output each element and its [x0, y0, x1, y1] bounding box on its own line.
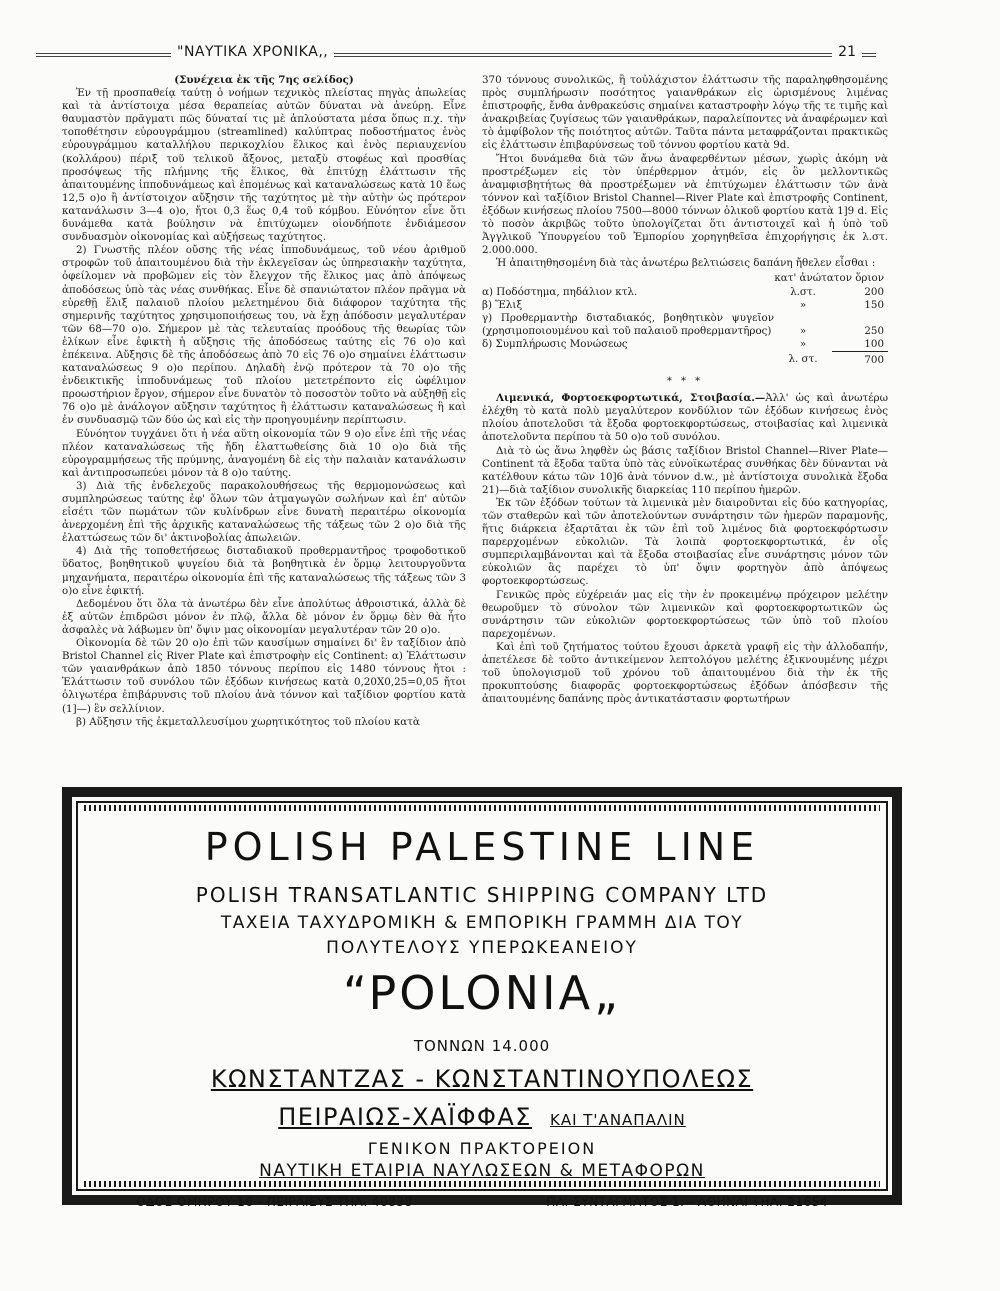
table-row [482, 286, 888, 299]
paragraph: β) Αὔξησιν τῆς ἐκμεταλλευσίμου χωρητικότητος τοῦ πλοίου κατὰ [76, 715, 420, 728]
border-pattern-top [84, 805, 880, 811]
table-row [482, 299, 888, 312]
paragraph: Δεδομένου ὅτι ὅλα τὰ ἀνωτέρω δὲν εἶνε ἀπολύτως ἀθροιστικά, ἀλλὰ δὲ ἐξ αὐτῶν ἐπιδρῶσι μόνον ἐν πλῷ, ἄλλα δὲ μόνον ἐν ὅρμῳ δὲν θὰ ἦτο ἀσφαλὲς νὰ λάβωμεν ὑπ' ὄψιν μας οἰκονομίαν μεγαλυτέραν τῶν 20 ο)ο. [62, 597, 466, 636]
paragraph: 4) Διὰ τῆς τοποθετήσεως δισταδιακοῦ προθερμαντῆρος τροφοδοτικοῦ ὕδατος, βοηθητικοῦ ψυγείου διὰ τὰ βοηθητικὰ ἐν ὅρμῳ λειτουργοῦντα μηχανήματα, περαιτέρω οἰκονομία ἐπὶ τῆς καταναλώσεως τῆς τάξεως τῶν 3 ο)ο εἶνε ἐφικτή. [62, 545, 466, 597]
cost-unit: λ.στ. [790, 285, 816, 298]
section-divider: * * * [666, 376, 704, 388]
cost-label: γ) Προθερμαντὴρ δισταδιακός, βοηθητικὸν ψυγεῖον (χρησιμοποιουμένου καὶ τοῦ παλαιοῦ προθερμαντῆρος) [482, 311, 774, 337]
ad-route-1: ΚΩΝΣΤΑΝΤΖΑΣ - ΚΩΝΣΤΑΝΤΙΝΟΥΠΟΛΕΩΣ [210, 1065, 754, 1093]
cost-value: 150 [864, 298, 884, 311]
header-rule [36, 53, 876, 57]
border-pattern-bottom [84, 1181, 880, 1187]
magazine-title: "ΝΑΥΤΙΚΑ ΧΡΟΝΙΚΑ,, [171, 44, 334, 60]
paragraph: 2) Γνωστῆς πλέον οὔσης τῆς νέας ἱπποδυνάμεως, τοῦ νέου ἀριθμοῦ στροφῶν τοῦ ἀπαιτουμένου διὰ τὴν ἐκλεγεῖσαν ὡς ὑπηρεσιακὴν ταχύτητα, ὀφείλομεν νὰ προβῶμεν εἰς τὸν ἔλεγχον τῆς ἕλικος μας ἀπὸ ἀπόψεως ἀποδόσεως ὑπὸ τὰς νέας συνθήκας. Εἶνε δὲ σπανιώτατον πλέον πρᾶγμα νὰ εὑρεθῇ ἕλιξ παλαιοῦ πλοίου μελετημένου διὰ διάφορον ταχύτητα τῆς σημερινῆς ταχύτητος χρησιμοποιήσεως του, νὰ ἔχῃ ἀπόδοσιν μεγαλυτέραν τῶν 68—70 ο)ο. Σήμερον μὲ τὰς τελευταίας προόδους τῆς θεωρίας τῶν ἑλίκων εἶνε ἐφικτὴ ἡ αὔξησις τῆς ἀποδόσεως ταύτης εἰς 76 ο)ο καὶ ἐπέκεινα. Αὔξησις δὲ τῆς ἀποδόσεως ἀπὸ 70 εἰς 76 ο)ο σημαίνει ἐλάττωσιν καταναλώσεως 9 ο)ο περίπου. Δηλαδὴ ἐνῷ πρότερον τὰ 70 ο)ο τῆς ἐνδεικτικῆς ἱπποδυνάμεως τοῦ πλοίου μετετρέποντο εἰς ὠφέλιμον προωστήριον ἔργον, σήμερον εἶνε δυνατὸν τὸ ποσοστὸν τοῦτο νὰ αὐξηθῇ εἰς 76 ο)ο μὲ ἀνάλογον αὔξησιν ταχύτητος ἢ ἐλάττωσιν καταναλώσεως ἢ καὶ ἐν συνδυασμῷ τῶν δύο ὡς καὶ εἰς τὴν προηγουμένην περίπτωσιν. [62, 244, 466, 427]
section-paragraph [482, 392, 888, 444]
table-header: κατ' ἀνώτατον ὅριον [774, 272, 884, 285]
paragraph: Οἰκονομία δὲ τῶν 20 ο)ο ἐπὶ τῶν καυσίμων σημαίνει δι' ἓν ταξίδιον ἀπὸ Bristol Channel εἰς River Plate καὶ ἐπιστροφὴν εἰς Continent: α) Ἐλάττωσιν τῶν γαιανθράκων ἀπὸ 1850 τόννους περίπου εἰς 1480 τόννους ἤτοι : Ἐλάττωσιν τοῦ συνόλου τῶν ἐξόδων κινήσεως κατὰ 0,20Χ0,25=0,05 ἤτοι ὀλιγωτέρα ἐπιβάρυνσις τοῦ πλοίου ἀνὰ τόννον καὶ ταξίδιον φορτίου κατὰ (1]—) ἓν σελλίνιον. [62, 637, 466, 715]
left-column [62, 74, 466, 729]
ad-agency-name: ΝΑΥΤΙΚΗ ΕΤΑΙΡΙΑ ΝΑΥΛΩΣΕΩΝ & ΜΕΤΑΦΟΡΩΝ [259, 1161, 705, 1181]
page-number: 21 [832, 44, 862, 60]
paragraph: Ἡ ἀπαιτηθησομένη διὰ τὰς ἀνωτέρω βελτιώσεις δαπάνη ἤθελεν εἶσθαι : [496, 257, 876, 270]
paragraph: 370 τόννους συνολικῶς, ἢ τοὐλάχιστον ἐλάττωσιν τῆς παραληφθησομένης πρὸς συμπλήρωσιν ποσότητος γαιανθράκων εἰς ὡρισμένους λιμένας ἐπιστροφῆς, ἔνθα ἀνθρακεύσις σημαίνει καταστροφὴν λόγῳ τῆς τε τιμῆς καὶ ἀνακριβείας ζυγίσεως τῶν γαιανθράκων, παραλείποντες νὰ ἀναφέρωμεν καὶ τὸ ἀμφίβολον τῆς ποιότητος αὐτῶν. Ταῦτα πάντα μεταφράζονται πρακτικῶς εἰς ἐλάττωσιν ἐπιβαρύνσεως τοῦ τόννου φορτίου κατὰ 9d. [482, 74, 888, 152]
ad-ship-name: “POLONIA„ [343, 966, 621, 1020]
advertisement-box [62, 787, 902, 1209]
paragraph: Ἤτοι δυνάμεθα διὰ τῶν ἄνω ἀναφερθέντων μέσων, χωρὶς ἀκόμη νὰ προστρέξωμεν εἰς τὸν ὑπέρθερμον ἀτμόν, εἰς ὃν μελλοντικῶς ἀναμφισβητήτως θὰ προστρέξωμεν νὰ ἐπιτύχωμεν ἐλάττωσιν τῶν ἀνὰ τόννον καὶ ταξίδιον Bristol Channel—River Plate καὶ ἐπιστροφῆς Continent, ἐξόδων κινήσεως πλοίου 7500—8000 τόννων ὁλικοῦ φορτίου κατὰ 1]9 d. Εἰς τὸ ποσὸν ἀκριβῶς τοῦτο ὑπολογίζεται ὅτι ἀντιστοιχεῖ καὶ ἡ ὑπὸ τοῦ Ἀγγλικοῦ Ὑπουργείου τοῦ Ἐμπορίου χορηγηθεῖσα ἐπιχορήγησις ἐκ λ.στ. 2.000.000. [482, 152, 888, 257]
right-column [482, 74, 888, 706]
ad-headline: POLISH PALESTINE LINE [204, 825, 760, 869]
ad-tonnage: ΤΟΝΝΩΝ 14.000 [413, 1037, 551, 1055]
cost-label: β) Ἕλιξ [482, 298, 523, 311]
section-title: Λιμενικά, Φορτοεκφορτωτικά, Στοιβασία.— [496, 392, 766, 405]
ad-route-2-suffix: ΚΑΙ Τ'ΑΝΑΠΑΛΙΝ [549, 1111, 686, 1129]
cost-label: δ) Συμπλήρωσις Μονώσεως [482, 337, 628, 350]
ad-route-2-main: ΠΕΙΡΑΙΩΣ-ΧΑΪΦΦΑΣ [278, 1103, 532, 1131]
total-value: 700 [864, 353, 884, 366]
address-piraeus: ΟΔΟΣ ΟΜΗΡΟΥ 16 - ΠΕΙΡΑΙΕΥΣ ΤΗΛ. 40838 [136, 1195, 413, 1209]
cost-value: 200 [864, 285, 884, 298]
table-row [482, 338, 888, 352]
ad-service-line: ΤΑΧΕΙΑ ΤΑΧΥΔΡΟΜΙΚΗ & ΕΜΠΟΡΙΚΗ ΓΡΑΜΜΗ ΔΙΑ ΤΟΥ [220, 913, 744, 933]
cost-unit: » [799, 337, 807, 350]
paragraph: Καὶ ἐπὶ τοῦ ζητήματος τούτου ἔχουσι ἀρκετὰ γραφῆ εἰς τὴν ἀλλοδαπήν, ἀπετέλεσε δὲ τοῦτο ἀντικείμενον λεπτολόγου μελέτης ἐξικνουμένης μέχρι τοῦ ὑπολογισμοῦ τοῦ χρόνου τοῦ ἀπαιτουμένου διὰ τὴν ἐκ τῆς προκυπτούσης διαφορᾶς φορτοεκφορτώσεως ἐξόδων ἀπόσβεσιν τῆς ἀπαιτουμένης δαπάνης πρὸς ἀντικατάστασιν φορτωτήρων [482, 640, 888, 706]
table-total-row [482, 351, 888, 367]
cost-label: α) Ποδόστημα, πηδάλιον κτλ. [482, 285, 638, 298]
paragraph: 3) Διὰ τῆς ἐνδελεχοῦς παρακολουθήσεως τῆς θερμομονώσεως καὶ συμπληρώσεως ταύτης ἐφ' ὅλων τῶν ἀτμαγωγῶν σωλήνων καὶ ἐπ' αὐτῶν εἰσέτι τῶν πωμάτων τῶν κυλίνδρων εἶνε δυνατὴ περαιτέρω οἰκονομία ἀνερχομένη ἐπὶ τῆς ἀρχικῆς καταναλώσεως τῆς τάξεως τῶν 2 ο)ο διὰ τῆς ἐλαττώσεως τῶν δι' ἀκτινοβολίας ἀπωλειῶν. [62, 479, 466, 545]
table-header-row [482, 272, 888, 285]
cost-unit: » [799, 324, 807, 337]
costs-table [482, 272, 888, 367]
ad-agency-label: ΓΕΝΙΚΟΝ ΠΡΑΚΤΟΡΕΙΟΝ [367, 1139, 597, 1158]
page-header [36, 44, 876, 64]
ad-ship-type: ΠΟΛΥΤΕΛΟΥΣ ΥΠΕΡΩΚΕΑΝΕΙΟΥ [326, 938, 638, 958]
paragraph: Ἐκ τῶν ἐξόδων τούτων τὰ λιμενικὰ μὲν διαιροῦνται εἰς δύο κατηγορίας, τῶν σταθερῶν καὶ τῶν ἀποτελούντων συνάρτησιν τῶν ἡμερῶν παραμονῆς, ἥτις διάρκεια ἐξαρτᾶται ἐκ τῶν ἐπὶ τοῦ λιμένος διὰ φορτοεκφόρτωσιν παρερχομένων εὐκολιῶν. Τὰ λοιπὰ φορτοεκφορτωτικά, ἐν οἷς συμπεριλαμβάνονται καὶ τὰ ἔξοδα στοιβασίας εἶνε συνάρτησις μόνον τῶν εὐκολιῶν ἃς παρέχει τὸ ὑπ' ὄψιν φορτηγὸν ἀπὸ ἀπόψεως φορτοεκφορτώσεως. [482, 496, 888, 588]
paragraph: Διὰ τὸ ὡς ἄνω ληφθὲν ὡς βάσις ταξίδιον Bristol Channel—River Plate—Continent τὰ ἔξοδα ταῦτα ὑπὸ τὰς εὐνοϊκωτέρας συνθήκας δὲν δύνανται νὰ κατέλθουν κάτω τῶν 10]6 ἀνὰ τόννον d.w., μὲ ἀντίστοιχα συνολικὰ ἔξοδα 21)—διὰ ταξίδιον συνολικῆς διαρκείας 110 περίπου ἡμερῶν. [482, 444, 888, 496]
continuation-note: (Συνέχεια ἐκ τῆς 7ης σελίδος) [174, 74, 354, 86]
cost-value: 250 [864, 324, 884, 337]
paragraph: Εὐνόητον τυγχάνει ὅτι ἡ νέα αὕτη οἰκονομία τῶν 9 ο)ο εἶνε ἐπὶ τῆς νέας πλέον καταναλώσεως τῆς ἤδη ἐλαττωθείσης διὰ 10 ο)ο διὰ τῆς εὐρογραμμήσεως τῆς πρύμνης, ἀναγομένη δὲ εἰς τὴν παλαιὰν κατανάλωσιν καὶ ἀντιπροσωπεύει μόνον τὰ 8 ο)ο ταύτης. [62, 427, 466, 479]
paragraph: Ἐν τῇ προσπαθείᾳ ταύτῃ ὁ νοήμων τεχνικὸς πλείστας πηγὰς ἀπωλείας καὶ τὰ ἀντίστοιχα μέσα θεραπείας αὐτῶν δύναται νὰ ἀνεύρῃ. Εἶνε θαυμαστὸν πρᾶγματι πῶς δύναταί τις μὲ ἁπλούστατα μέσα ὅπως π.χ. τὴν τοποθέτησιν εὐρουγράμμου (streamlined) καλύπτρας ποδοστήματος ἑνὸς εὐρουγράμμου καταλλήλου περικοχλίου ἕλικος καὶ ἑνὸς περιαυχενίου (κολλάρου) πέριξ τοῦ τελικοῦ ἄξονος, μεταξὺ στοφέως καὶ προσθίας προσόψεως τῆς πλήμνης τῆς ἕλικος, θὰ ἐπιτύχῃ ἐλάττωσιν τῆς ἀπαιτουμένης ἱπποδυνάμεως καὶ ἑπομένως καὶ καταναλώσεως κατὰ 10 ἕως 12,5 ο)ο ἢ ἀντίστοιχον αὔξησιν τῆς ταχύτητος μὲ τὴν αὐτὴν ὡς πρότερον κατανάλωσιν 3—4 ο)ο, ἤτοι 0,3 ἕως 0,4 τοῦ κόμβου. Εὐνόητον εἶνε ὅτι δυνάμεθα κατὰ βούλησιν νὰ ἐπιτύχωμεν οἱονδήποτε ἐνδιάμεσον συνδυασμὸν οἰκονομίας καὶ αὐξήσεως ταχύτητος. [62, 87, 466, 244]
cost-unit: » [799, 298, 807, 311]
paragraph: Γενικῶς πρὸς εὐχέρειάν μας εἰς τὴν ἐν προκειμένῳ πρόχειρον μελέτην θεωροῦμεν τὸ σύνολον τῶν λιμενικῶν καὶ φορτοεκφορτωτικῶν ὡς συνάρτησιν τῶν εὐκολιῶν φορτοεκφορτώσεως τῶν ὑπὸ τοῦ πλοίου παρεχομένων. [482, 588, 888, 640]
ad-route-2 [78, 1103, 886, 1131]
table-row [482, 312, 888, 338]
cost-value: 100 [832, 338, 888, 352]
advertisement-inner-frame [76, 801, 888, 1209]
address-athens: ΠΛ. ΣΥΝΤΑΓΜΑΤΟΣ 1. - ΑΘΗΝΑΙ ΤΗΛ. 21654 [546, 1195, 828, 1209]
ad-company: POLISH TRANSATLANTIC SHIPPING COMPANY LTD [195, 883, 769, 907]
paragraph-text: Ἀλλ' ὡς καὶ ἀνωτέρω ἐλέχθη τὸ κατὰ πολὺ μεγαλύτερον κονδύλιον τῶν ἐξόδων κινήσεως ἑνὸς πλοίου ἀποτελοῦσι τὰ ἔξοδα φορτοεκφορτώσεως, στοιβασίας καὶ λιμενικὰ ἀποτελοῦντα περίπου τὰ 50 ο)ο τοῦ συνόλου. [482, 392, 888, 444]
total-unit: λ. στ. [788, 353, 818, 366]
